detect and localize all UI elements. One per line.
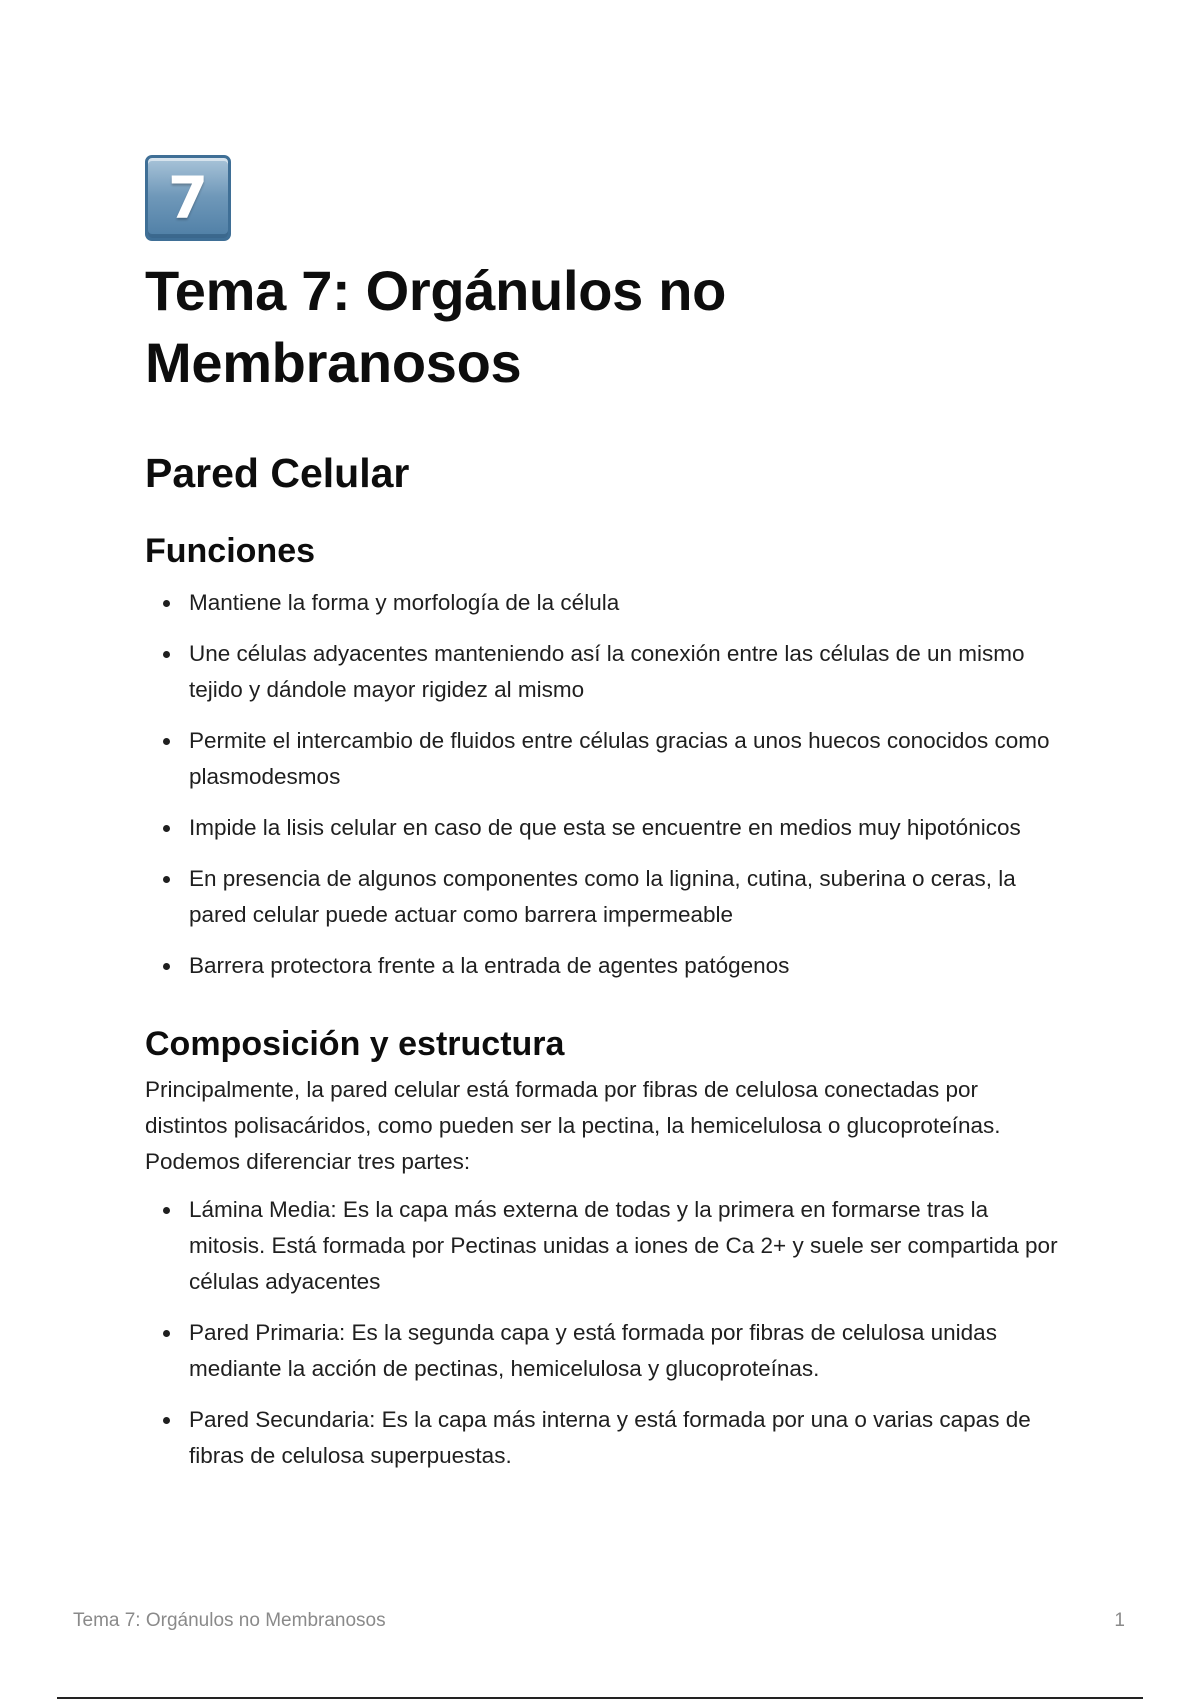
keycap-glyph: 7 [167,164,209,232]
page-bottom-divider [57,1697,1143,1699]
list-item: Barrera protectora frente a la entrada de agentes patógenos [189,948,1065,984]
list-item: Pared Primaria: Es la segunda capa y está formada por fibras de celulosa unidas mediante la acción de pectinas, hemicelulosa y glucoproteínas. [189,1315,1065,1387]
footer-title: Tema 7: Orgánulos no Membranosos [73,1610,386,1631]
composicion-intro: Principalmente, la pared celular está formada por fibras de celulosa conectadas por distintos polisacáridos, como pueden ser la pectina, la hemicelulosa o glucoproteínas. Podemos diferenciar tres partes: [145,1077,1001,1174]
page-number: 1 [1114,1610,1125,1631]
keycap-7-icon [145,155,231,241]
list-item: Permite el intercambio de fluidos entre células gracias a unos huecos conocidos como plasmodesmos [189,723,1065,795]
funciones-heading: Funciones [145,532,316,570]
funciones-list [145,585,1065,984]
list-item: Impide la lisis celular en caso de que esta se encuentre en medios muy hipotónicos [189,810,1065,846]
list-item: Pared Secundaria: Es la capa más interna y está formada por una o varias capas de fibras de celulosa superpuestas. [189,1402,1065,1474]
composicion-heading: Composición y estructura [145,1025,565,1063]
list-item: Lámina Media: Es la capa más externa de todas y la primera en formarse tras la mitosis. Está formada por Pectinas unidas a iones de Ca 2+ y suele ser compartida por células adyacentes [189,1192,1065,1300]
page-content [145,155,1065,1489]
composicion-list [145,1192,1065,1474]
list-item: Mantiene la forma y morfología de la célula [189,585,1065,621]
list-item: En presencia de algunos componentes como la lignina, cutina, suberina o ceras, la pared celular puede actuar como barrera impermeable [189,861,1065,933]
section-title: Pared Celular [145,450,410,496]
list-item: Une células adyacentes manteniendo así la conexión entre las células de un mismo tejido y dándole mayor rigidez al mismo [189,636,1065,708]
page-title: Tema 7: Orgánulos no Membranosos [145,259,727,394]
